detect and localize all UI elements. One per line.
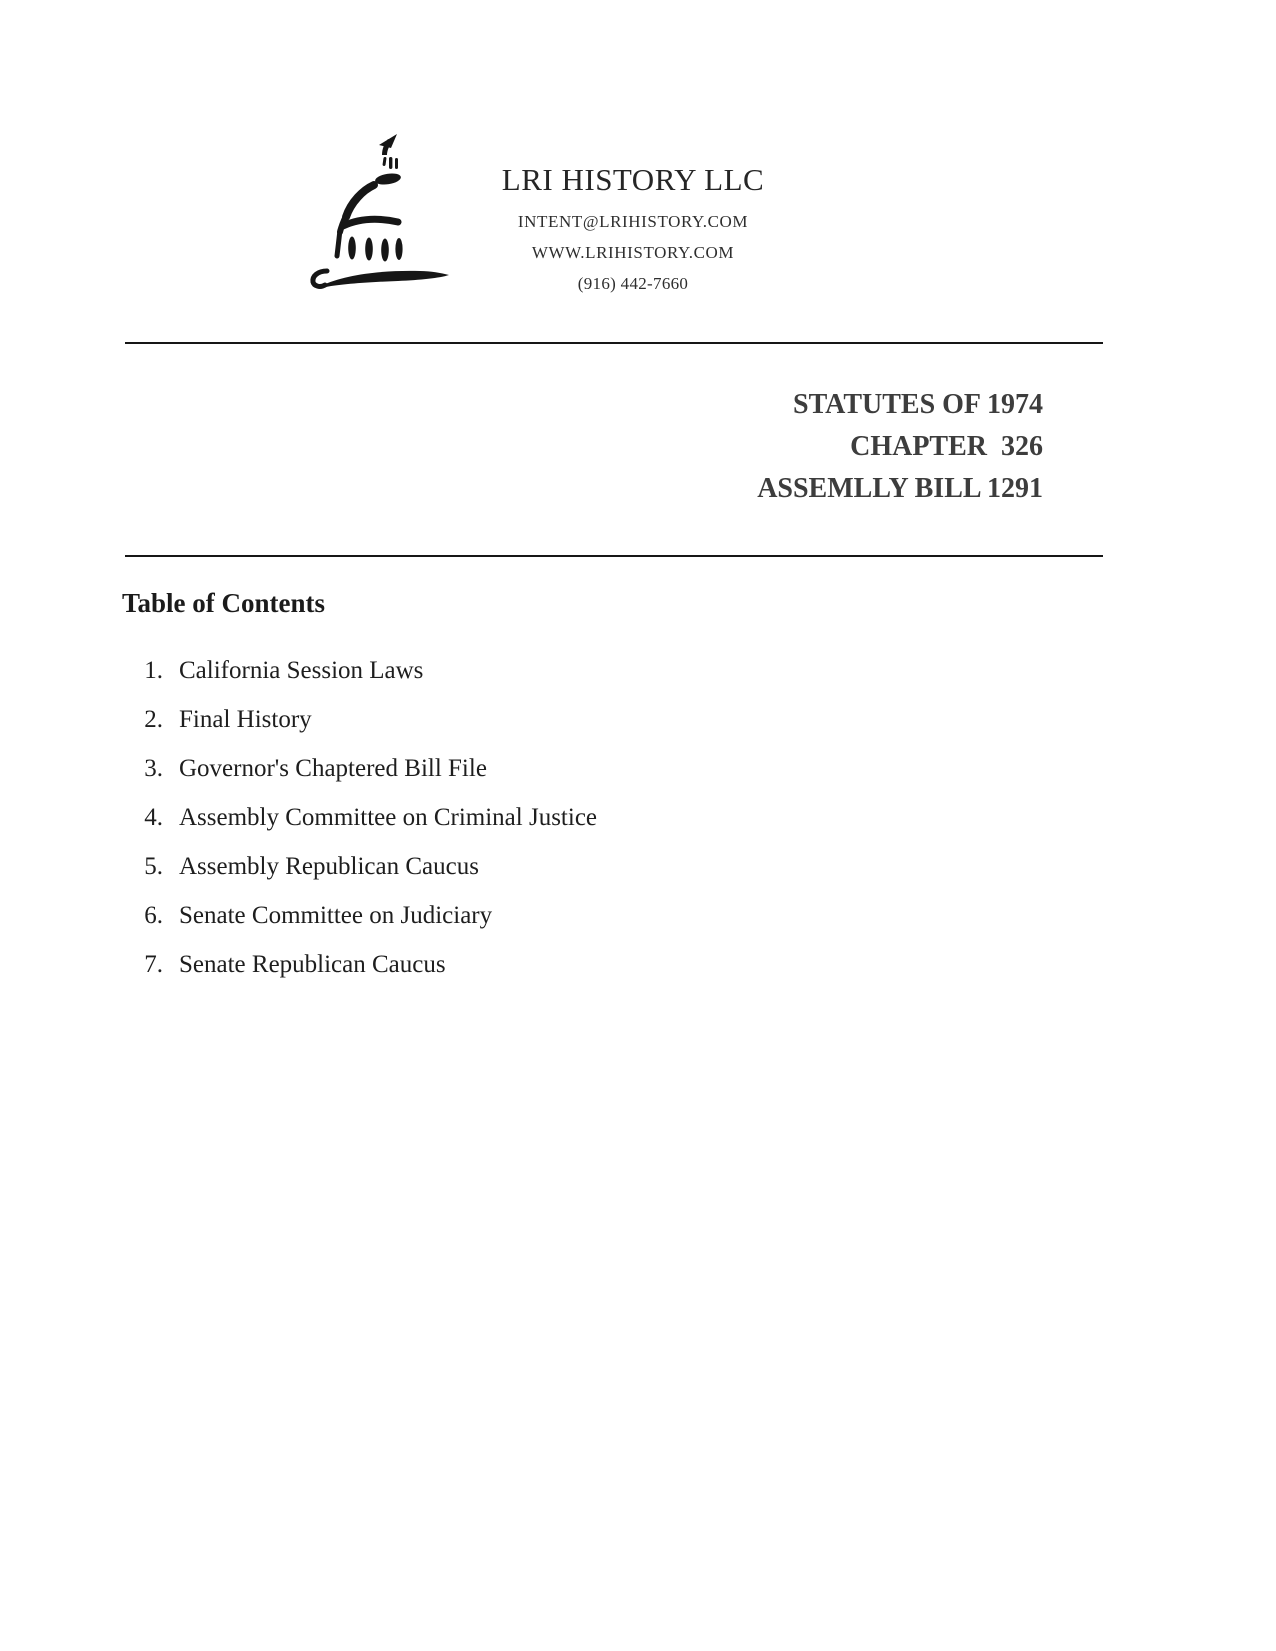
toc-item-label: California Session Laws <box>179 657 424 684</box>
toc-item <box>140 695 597 744</box>
divider-bottom <box>125 555 1103 557</box>
toc-item <box>140 842 597 891</box>
company-email: INTENT@LRIHISTORY.COM <box>517 212 749 231</box>
statutes-title-block <box>757 384 1043 510</box>
toc-heading: Table of Contents <box>122 588 326 618</box>
toc-item-number: 1. <box>144 657 163 684</box>
toc-item <box>140 744 597 793</box>
toc-item-number: 6. <box>144 902 163 929</box>
contact-block <box>433 206 833 299</box>
toc-item <box>140 793 597 842</box>
toc-item-label: Senate Committee on Judiciary <box>179 902 493 929</box>
letterhead-text <box>433 162 833 299</box>
toc-item-number: 7. <box>144 951 163 978</box>
toc-list <box>140 646 597 989</box>
toc-item-label: Assembly Committee on Criminal Justice <box>179 804 598 831</box>
company-phone: (916) 442-7660 <box>577 274 689 293</box>
toc-item <box>140 646 597 695</box>
toc-item-number: 5. <box>144 853 163 880</box>
statutes-year-line: STATUTES OF 1974 <box>793 389 1043 420</box>
toc-item-label: Governor's Chaptered Bill File <box>179 755 487 782</box>
statutes-chapter-line: CHAPTER 326 <box>850 431 1043 462</box>
statutes-bill-line: ASSEMLLY BILL 1291 <box>757 473 1043 504</box>
toc-item-label: Final History <box>179 706 312 733</box>
toc-item-label: Assembly Republican Caucus <box>179 853 479 880</box>
toc-item <box>140 891 597 940</box>
company-website: WWW.LRIHISTORY.COM <box>531 243 735 262</box>
company-name: LRI HISTORY LLC <box>501 162 765 197</box>
toc-item-number: 2. <box>144 706 163 733</box>
divider-top <box>125 342 1103 344</box>
toc-item <box>140 940 597 989</box>
toc-item-number: 4. <box>144 804 163 831</box>
toc-item-number: 3. <box>144 755 163 782</box>
toc-item-label: Senate Republican Caucus <box>179 951 446 978</box>
